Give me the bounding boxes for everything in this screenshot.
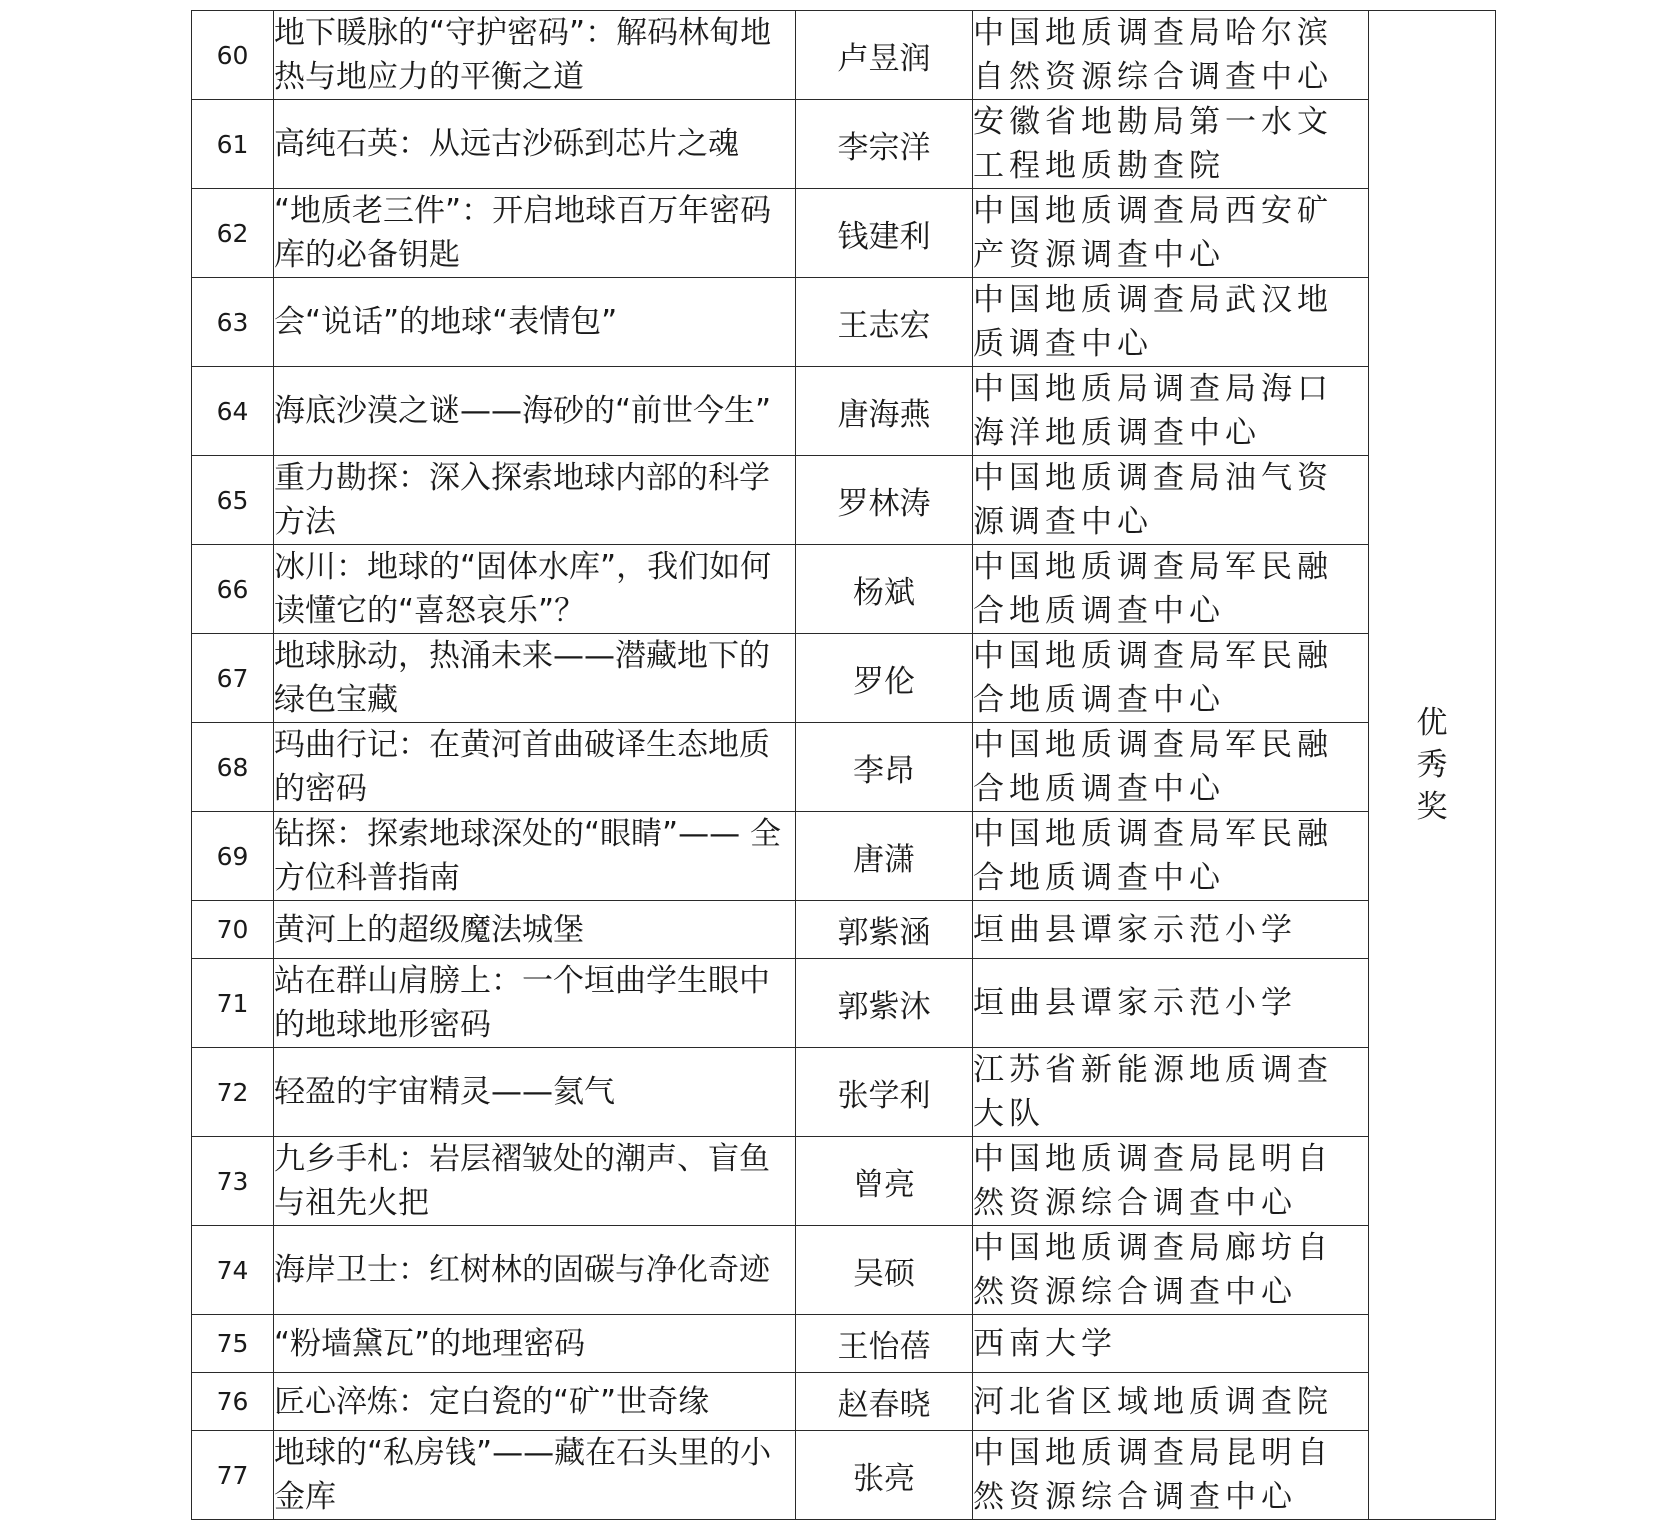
entry-organization: 中国地质调查局军民融合地质调查中心 — [973, 812, 1369, 901]
entry-author: 唐海燕 — [796, 367, 973, 456]
entry-organization: 中国地质调查局昆明自然资源综合调查中心 — [973, 1431, 1369, 1520]
entry-organization: 西南大学 — [973, 1315, 1369, 1373]
table-row — [192, 100, 1496, 189]
entry-organization: 垣曲县谭家示范小学 — [973, 901, 1369, 959]
entry-title: 匠心淬炼：定白瓷的“矿”世奇缘 — [274, 1373, 796, 1431]
entry-organization: 中国地质调查局哈尔滨自然资源综合调查中心 — [973, 11, 1369, 100]
table-row — [192, 959, 1496, 1048]
entry-organization: 中国地质调查局军民融合地质调查中心 — [973, 723, 1369, 812]
table-row — [192, 1048, 1496, 1137]
entry-organization: 中国地质调查局军民融合地质调查中心 — [973, 634, 1369, 723]
entry-number: 73 — [192, 1137, 274, 1226]
entry-title: 黄河上的超级魔法城堡 — [274, 901, 796, 959]
entry-organization: 中国地质调查局油气资源调查中心 — [973, 456, 1369, 545]
entry-author: 唐潇 — [796, 812, 973, 901]
entry-number: 70 — [192, 901, 274, 959]
table-row — [192, 367, 1496, 456]
entry-author: 张学利 — [796, 1048, 973, 1137]
entry-number: 60 — [192, 11, 274, 100]
table-row — [192, 1315, 1496, 1373]
entry-title: 地球的“私房钱”——藏在石头里的小金库 — [274, 1431, 796, 1520]
entry-author: 王志宏 — [796, 278, 973, 367]
entry-author: 张亮 — [796, 1431, 973, 1520]
entry-author: 罗林涛 — [796, 456, 973, 545]
entry-author: 卢昱润 — [796, 11, 973, 100]
entry-title: 地下暖脉的“守护密码”：解码林甸地热与地应力的平衡之道 — [274, 11, 796, 100]
entry-author: 王怡蓓 — [796, 1315, 973, 1373]
table-row — [192, 456, 1496, 545]
table-row — [192, 189, 1496, 278]
entry-number: 72 — [192, 1048, 274, 1137]
entry-organization: 江苏省新能源地质调查大队 — [973, 1048, 1369, 1137]
entry-author: 李昂 — [796, 723, 973, 812]
award-table-body — [192, 11, 1496, 1520]
table-row — [192, 1226, 1496, 1315]
entry-number: 74 — [192, 1226, 274, 1315]
entry-title: 玛曲行记：在黄河首曲破译生态地质的密码 — [274, 723, 796, 812]
entry-title: 高纯石英：从远古沙砾到芯片之魂 — [274, 100, 796, 189]
table-row — [192, 278, 1496, 367]
entry-author: 李宗洋 — [796, 100, 973, 189]
entry-number: 66 — [192, 545, 274, 634]
entry-organization: 中国地质局调查局海口海洋地质调查中心 — [973, 367, 1369, 456]
entry-author: 赵春晓 — [796, 1373, 973, 1431]
entry-author: 钱建利 — [796, 189, 973, 278]
entry-number: 69 — [192, 812, 274, 901]
entry-number: 76 — [192, 1373, 274, 1431]
entry-author: 郭紫涵 — [796, 901, 973, 959]
entry-number: 67 — [192, 634, 274, 723]
entry-number: 75 — [192, 1315, 274, 1373]
entry-title: 海底沙漠之谜——海砂的“前世今生” — [274, 367, 796, 456]
table-row — [192, 1431, 1496, 1520]
award-table — [191, 10, 1496, 1520]
entry-title: 轻盈的宇宙精灵——氦气 — [274, 1048, 796, 1137]
entry-organization: 安徽省地勘局第一水文工程地质勘查院 — [973, 100, 1369, 189]
entry-number: 77 — [192, 1431, 274, 1520]
entry-number: 68 — [192, 723, 274, 812]
award-level-cell — [1369, 11, 1496, 1520]
entry-author: 曾亮 — [796, 1137, 973, 1226]
entry-organization: 中国地质调查局西安矿产资源调查中心 — [973, 189, 1369, 278]
table-row — [192, 1137, 1496, 1226]
entry-author: 杨斌 — [796, 545, 973, 634]
table-row — [192, 11, 1496, 100]
entry-organization: 中国地质调查局军民融合地质调查中心 — [973, 545, 1369, 634]
entry-organization: 垣曲县谭家示范小学 — [973, 959, 1369, 1048]
entry-number: 62 — [192, 189, 274, 278]
entry-author: 罗伦 — [796, 634, 973, 723]
entry-title: 九乡手札：岩层褶皱处的潮声、盲鱼与祖先火把 — [274, 1137, 796, 1226]
table-row — [192, 723, 1496, 812]
entry-title: “粉墙黛瓦”的地理密码 — [274, 1315, 796, 1373]
entry-organization: 河北省区域地质调查院 — [973, 1373, 1369, 1431]
entry-organization: 中国地质调查局昆明自然资源综合调查中心 — [973, 1137, 1369, 1226]
entry-number: 71 — [192, 959, 274, 1048]
table-row — [192, 812, 1496, 901]
entry-number: 61 — [192, 100, 274, 189]
table-row — [192, 901, 1496, 959]
entry-number: 64 — [192, 367, 274, 456]
entry-title: 会“说话”的地球“表情包” — [274, 278, 796, 367]
award-level: 优秀奖 — [1416, 705, 1448, 825]
entry-number: 65 — [192, 456, 274, 545]
entry-organization: 中国地质调查局武汉地质调查中心 — [973, 278, 1369, 367]
entry-title: 钻探：探索地球深处的“眼睛”—— 全方位科普指南 — [274, 812, 796, 901]
entry-title: 重力勘探：深入探索地球内部的科学方法 — [274, 456, 796, 545]
table-row — [192, 545, 1496, 634]
table-row — [192, 1373, 1496, 1431]
entry-number: 63 — [192, 278, 274, 367]
entry-title: 站在群山肩膀上：一个垣曲学生眼中的地球地形密码 — [274, 959, 796, 1048]
entry-author: 吴硕 — [796, 1226, 973, 1315]
entry-title: “地质老三件”：开启地球百万年密码库的必备钥匙 — [274, 189, 796, 278]
entry-author: 郭紫沐 — [796, 959, 973, 1048]
entry-organization: 中国地质调查局廊坊自然资源综合调查中心 — [973, 1226, 1369, 1315]
entry-title: 地球脉动，热涌未来——潜藏地下的绿色宝藏 — [274, 634, 796, 723]
entry-title: 冰川：地球的“固体水库”，我们如何读懂它的“喜怒哀乐”？ — [274, 545, 796, 634]
entry-title: 海岸卫士：红树林的固碳与净化奇迹 — [274, 1226, 796, 1315]
table-row — [192, 634, 1496, 723]
